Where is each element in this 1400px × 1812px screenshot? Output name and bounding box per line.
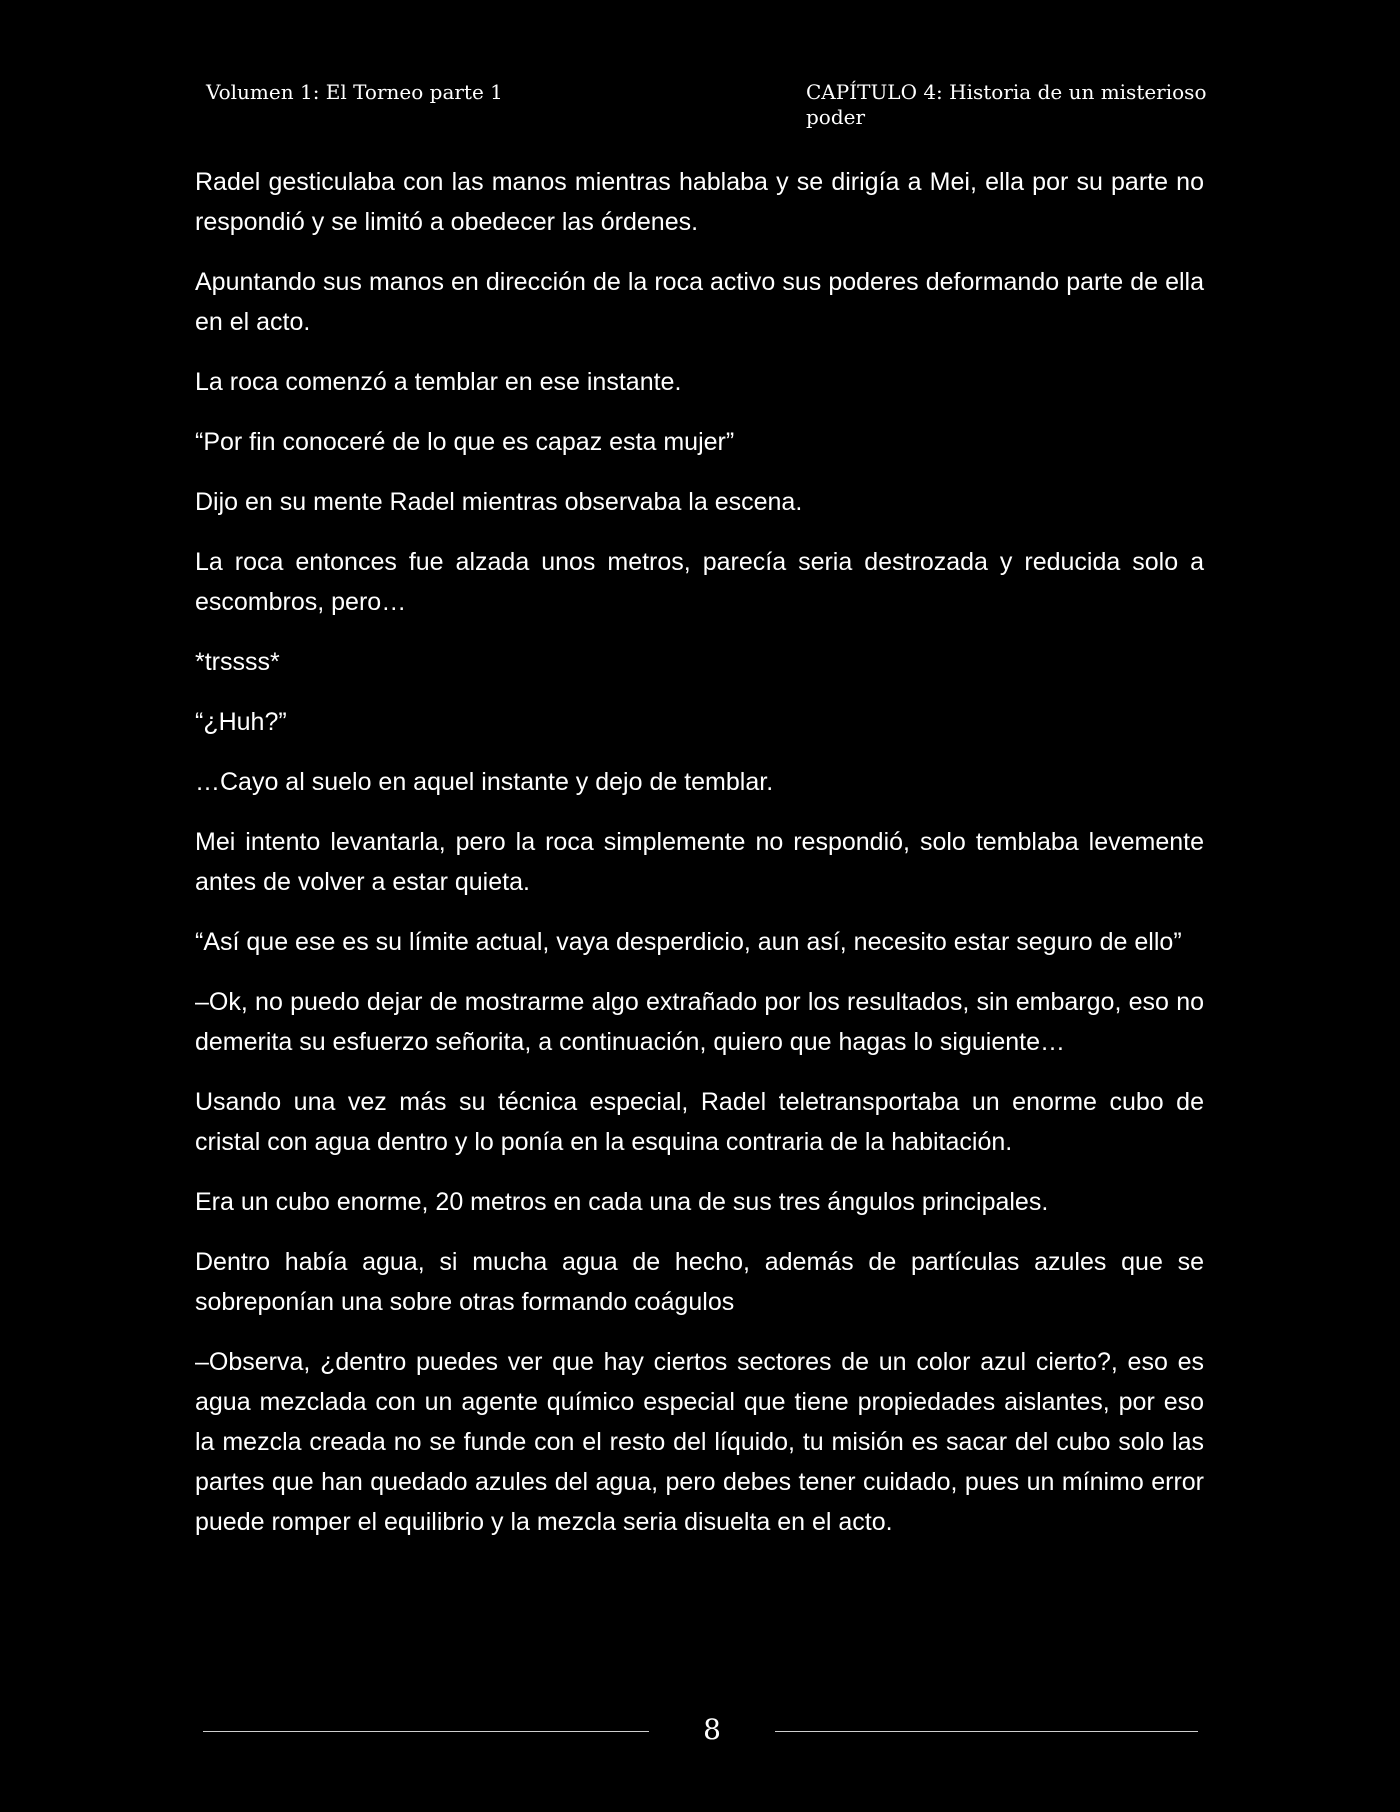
paragraph: …Cayo al suelo en aquel instante y dejo de temblar. [195, 768, 774, 796]
paragraph: *trssss* [195, 648, 280, 676]
paragraph: Usando una vez más su técnica especial, Radel teletransportaba un enorme cubo de cristal con agua dentro y lo ponía en la esquina contraria de la habitación. [195, 1088, 1204, 1156]
paragraph: Dentro había agua, si mucha agua de hecho, además de partículas azules que se sobreponían una sobre otras formando coágulos [195, 1248, 1204, 1316]
paragraph: “Así que ese es su límite actual, vaya desperdicio, aun así, necesito estar seguro de ello” [195, 928, 1182, 956]
paragraph: –Ok, no puedo dejar de mostrarme algo extrañado por los resultados, sin embargo, eso no demerita su esfuerzo señorita, a continuación, quiero que hagas lo siguiente… [195, 988, 1204, 1056]
footer-rule-left [203, 1731, 649, 1732]
footer-rule-right [775, 1731, 1198, 1732]
paragraph: Apuntando sus manos en dirección de la roca activo sus poderes deformando parte de ella en el acto. [195, 268, 1204, 336]
paragraph: “¿Huh?” [195, 708, 287, 736]
running-header-volume: Volumen 1: El Torneo parte 1 [206, 80, 503, 104]
paragraph: –Observa, ¿dentro puedes ver que hay ciertos sectores de un color azul cierto?, eso es agua mezclada con un agente químico especial que tiene propiedades aislantes, por eso la mezcla creada no se funde con el resto del líquido, tu misión es sacar del cubo solo las partes que han quedado azules del agua, pero debes tener cuidado, pues un mínimo error puede romper el equilibrio y la mezcla seria disuelta en el acto. [195, 1348, 1204, 1536]
paragraph: Era un cubo enorme, 20 metros en cada una de sus tres ángulos principales. [195, 1188, 1049, 1216]
paragraph: “Por fin conoceré de lo que es capaz esta mujer” [195, 428, 735, 456]
running-header-chapter: CAPÍTULO 4: Historia de un misterioso poder [806, 80, 1207, 129]
paragraph: Dijo en su mente Radel mientras observaba la escena. [195, 488, 803, 516]
paragraph: Mei intento levantarla, pero la roca simplemente no respondió, solo temblaba levemente antes de volver a estar quieta. [195, 828, 1204, 896]
paragraph: La roca entonces fue alzada unos metros, parecía seria destrozada y reducida solo a escombros, pero… [195, 548, 1204, 616]
paragraph: Radel gesticulaba con las manos mientras hablaba y se dirigía a Mei, ella por su parte no respondió y se limitó a obedecer las órdenes. [195, 168, 1204, 236]
page-number: 8 [703, 1713, 721, 1746]
page-body [195, 162, 1204, 1562]
paragraph: La roca comenzó a temblar en ese instante. [195, 368, 682, 396]
